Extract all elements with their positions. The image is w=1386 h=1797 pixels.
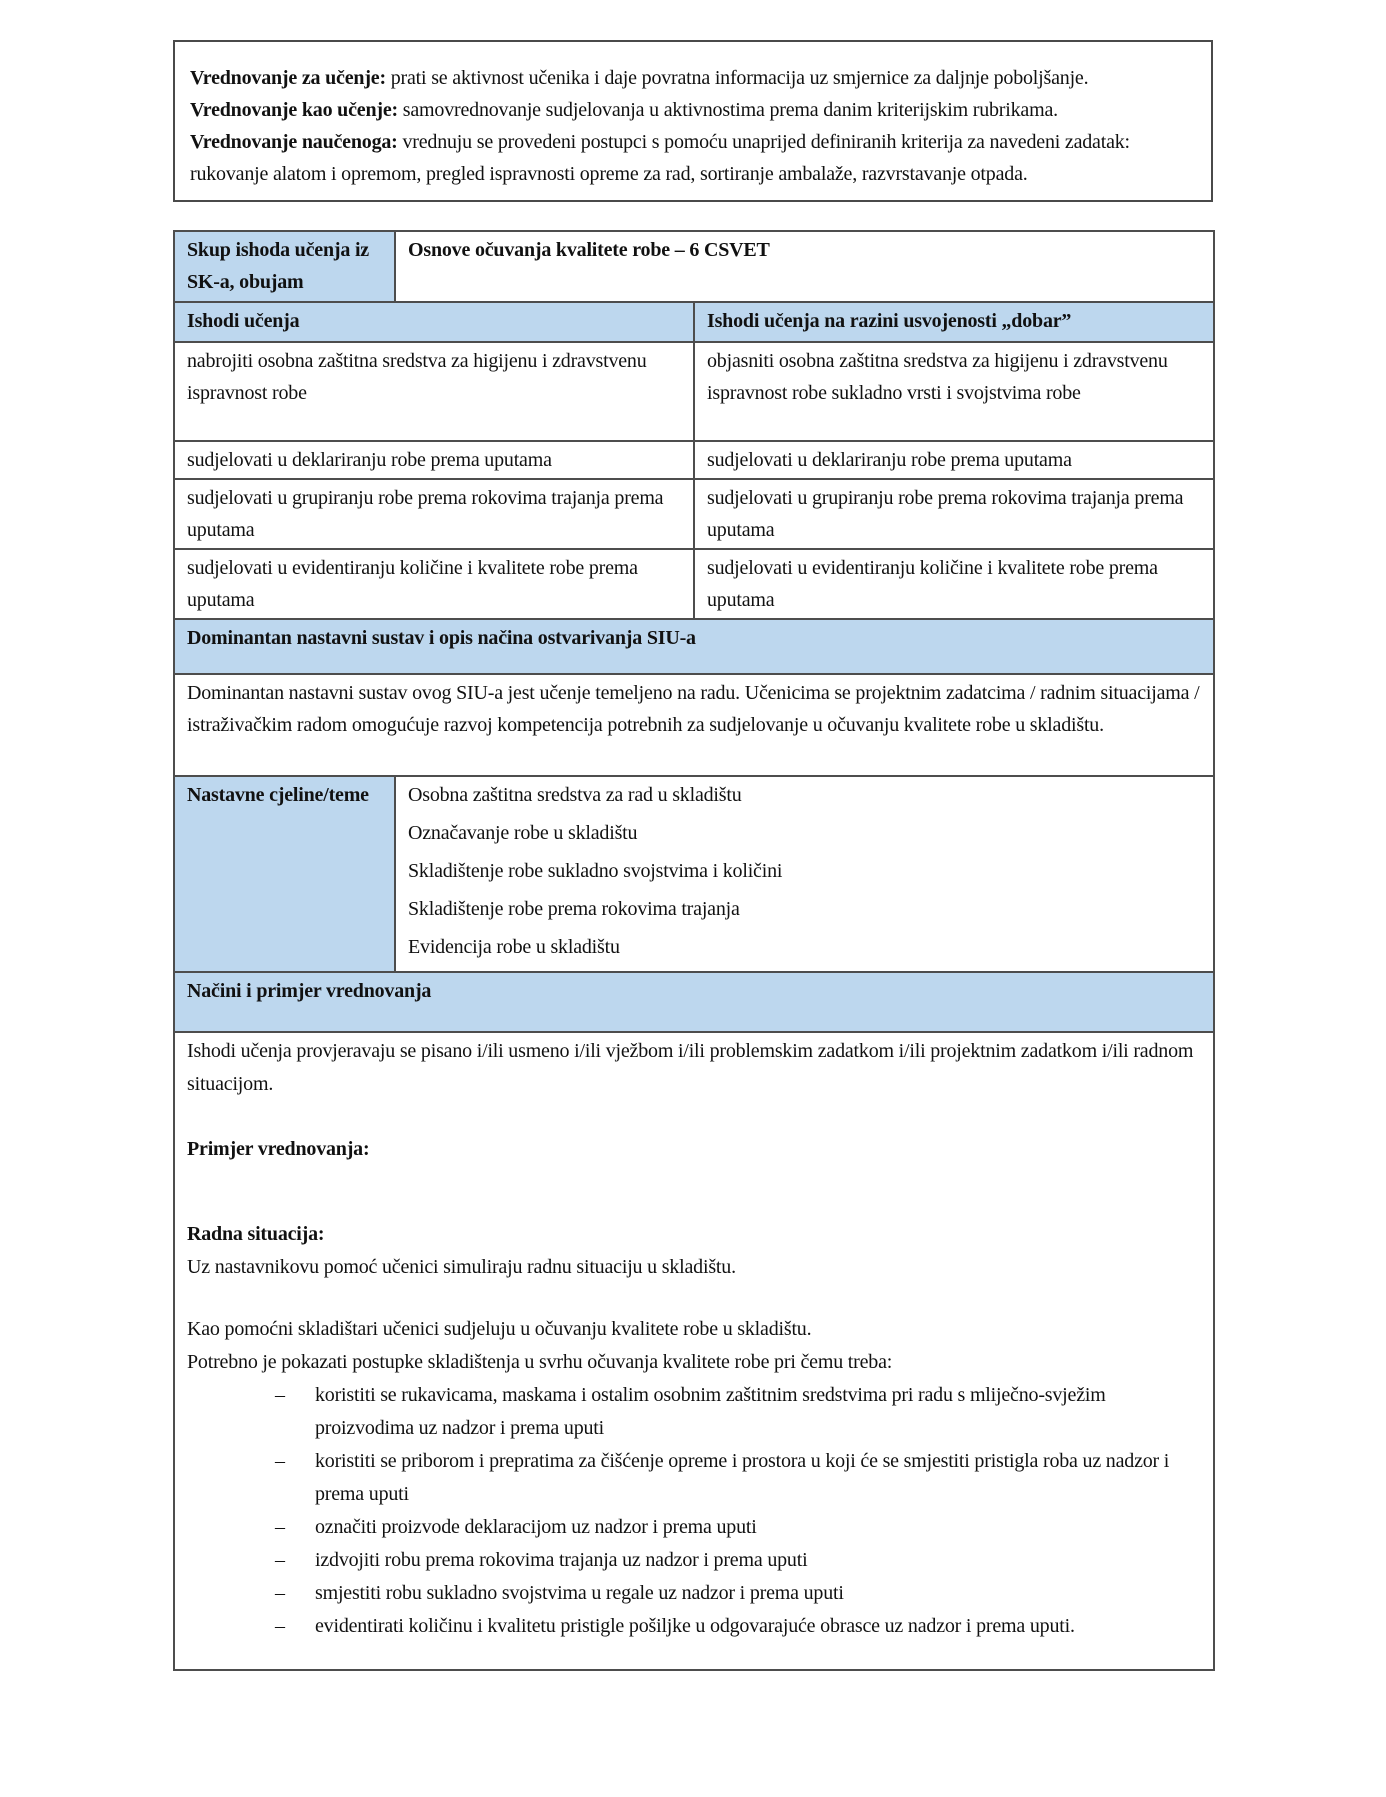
dominantan-header-cell: Dominantan nastavni sustav i opis načina ostvarivanja SIU-a: [174, 619, 1214, 674]
siu-table: [173, 230, 1215, 1671]
topic-item: Osobna zaštitna sredstva za rad u skladištu: [408, 784, 742, 806]
evaluation-item-text: samovrednovanje sudjelovanja u aktivnostima prema danim kriterijskim rubrikama.: [402, 99, 1058, 121]
dominantan-text-cell: Dominantan nastavni sustav ovog SIU-a jest učenje temeljeno na radu. Učenicima se projektnim zadatcima / radnim situacijama / istraživačkim radom omogućuje razvoj kompetencija potrebnih za sudjelovanje u očuvanju kvalitete robe u skladištu.: [174, 674, 1214, 776]
ishodi-cell: sudjelovati u grupiranju robe prema rokovima trajanja prema uputama: [174, 479, 694, 549]
evaluation-item-label: Vrednovanje za učenje:: [190, 67, 386, 89]
evaluation-item-text: prati se aktivnost učenika i daje povratna informacija uz smjernice za daljnje poboljšanje.: [390, 67, 1089, 89]
ishodi-dobar-cell: sudjelovati u deklariranju robe prema uputama: [694, 441, 1214, 479]
topic-item: Evidencija robe u skladištu: [408, 936, 620, 958]
evaluation-item-label: Vrednovanje naučenoga:: [190, 131, 398, 153]
table-row: [174, 342, 1214, 441]
evaluation-item: [190, 94, 1196, 126]
ishodi-dobar-cell: sudjelovati u grupiranju robe prema rokovima trajanja prema uputama: [694, 479, 1214, 549]
table-row: [174, 619, 1214, 674]
ishodi-cell: sudjelovati u deklariranju robe prema uputama: [174, 441, 694, 479]
bullet-item: – evidentirati količinu i kvalitetu pristigle pošiljke u odgovarajuće obrasce uz nadzor i prema uputi.: [315, 1610, 1201, 1643]
evaluation-note-box: [173, 40, 1213, 202]
table-row: [174, 549, 1214, 619]
skup-ishoda-label-cell: Skup ishoda učenja iz SK-a, obujam: [174, 231, 395, 302]
skup-ishoda-value-cell: Osnove očuvanja kvalitete robe – 6 CSVET: [395, 231, 1214, 302]
table-row: [174, 776, 1214, 972]
nastavne-label-cell: Nastavne cjeline/teme: [174, 776, 395, 972]
nacini-header-cell: Načini i primjer vrednovanja: [174, 972, 1214, 1032]
ishodi-cell: sudjelovati u evidentiranju količine i kvalitete robe prema uputama: [174, 549, 694, 619]
table-row: [174, 302, 1214, 342]
table-row: [174, 972, 1214, 1032]
evaluation-item: [190, 126, 1196, 190]
ishodi-header-right-cell: Ishodi učenja na razini usvojenosti „dobar”: [694, 302, 1214, 342]
bullet-item: – označiti proizvode deklaracijom uz nadzor i prema uputi: [315, 1511, 1201, 1544]
kao-pomocni-text: Kao pomoćni skladištari učenici sudjeluju u očuvanju kvalitete robe u skladištu.: [187, 1318, 812, 1340]
ishodi-dobar-cell: objasniti osobna zaštitna sredstva za higijenu i zdravstvenu ispravnost robe sukladno vrsti i svojstvima robe: [694, 342, 1214, 441]
assessment-cell: [174, 1032, 1214, 1670]
table-row: [174, 479, 1214, 549]
evaluation-item-label: Vrednovanje kao učenje:: [190, 99, 398, 121]
potrebno-text: Potrebno je pokazati postupke skladištenja u svrhu očuvanja kvalitete robe pri čemu treba:: [187, 1351, 893, 1373]
document-content: [173, 40, 1213, 1671]
radna-situacija-text: Uz nastavnikovu pomoć učenici simuliraju radnu situaciju u skladištu.: [187, 1256, 736, 1278]
ishodi-cell: nabrojiti osobna zaštitna sredstva za higijenu i zdravstvenu ispravnost robe: [174, 342, 694, 441]
table-row: [174, 231, 1214, 302]
bullet-item: – koristiti se rukavicama, maskama i ostalim osobnim zaštitnim sredstvima pri radu s mliječno-svježim proizvodima uz nadzor i prema uputi: [315, 1379, 1201, 1445]
evaluation-item-text: vrednuju se provedeni postupci s pomoću unaprijed definiranih kriterija za navedeni zadatak: rukovanje alatom i opremom, pregled ispravnosti opreme za rad, sortiranje ambalaže, razvrstavanje otpada.: [190, 131, 1130, 185]
bullet-item: – koristiti se priborom i prepratima za čišćenje opreme i prostora u koji će se smjestiti pristigla roba uz nadzor i prema uputi: [315, 1445, 1201, 1511]
ishodi-header-left-cell: Ishodi učenja: [174, 302, 694, 342]
topic-item: Označavanje robe u skladištu: [408, 822, 638, 844]
topic-item: Skladištenje robe prema rokovima trajanja: [408, 898, 740, 920]
bullet-item: – izdvojiti robu prema rokovima trajanja uz nadzor i prema uputi: [315, 1544, 1201, 1577]
topic-item: Skladištenje robe sukladno svojstvima i količini: [408, 860, 783, 882]
table-row: [174, 674, 1214, 776]
primjer-vrednovanja-label: Primjer vrednovanja:: [187, 1138, 370, 1160]
assessment-bullet-list: [187, 1379, 1201, 1643]
assessment-intro: Ishodi učenja provjeravaju se pisano i/ili usmeno i/ili vježbom i/ili problemskim zadatkom i/ili projektnim zadatkom i/ili radnom situacijom.: [187, 1040, 1194, 1095]
radna-situacija-label: Radna situacija:: [187, 1223, 325, 1245]
table-row: [174, 441, 1214, 479]
ishodi-dobar-cell: sudjelovati u evidentiranju količine i kvalitete robe prema uputama: [694, 549, 1214, 619]
bullet-item: – smjestiti robu sukladno svojstvima u regale uz nadzor i prema uputi: [315, 1577, 1201, 1610]
evaluation-item: [190, 62, 1196, 94]
table-row: [174, 1032, 1214, 1670]
nastavne-teme-cell: [395, 776, 1214, 972]
